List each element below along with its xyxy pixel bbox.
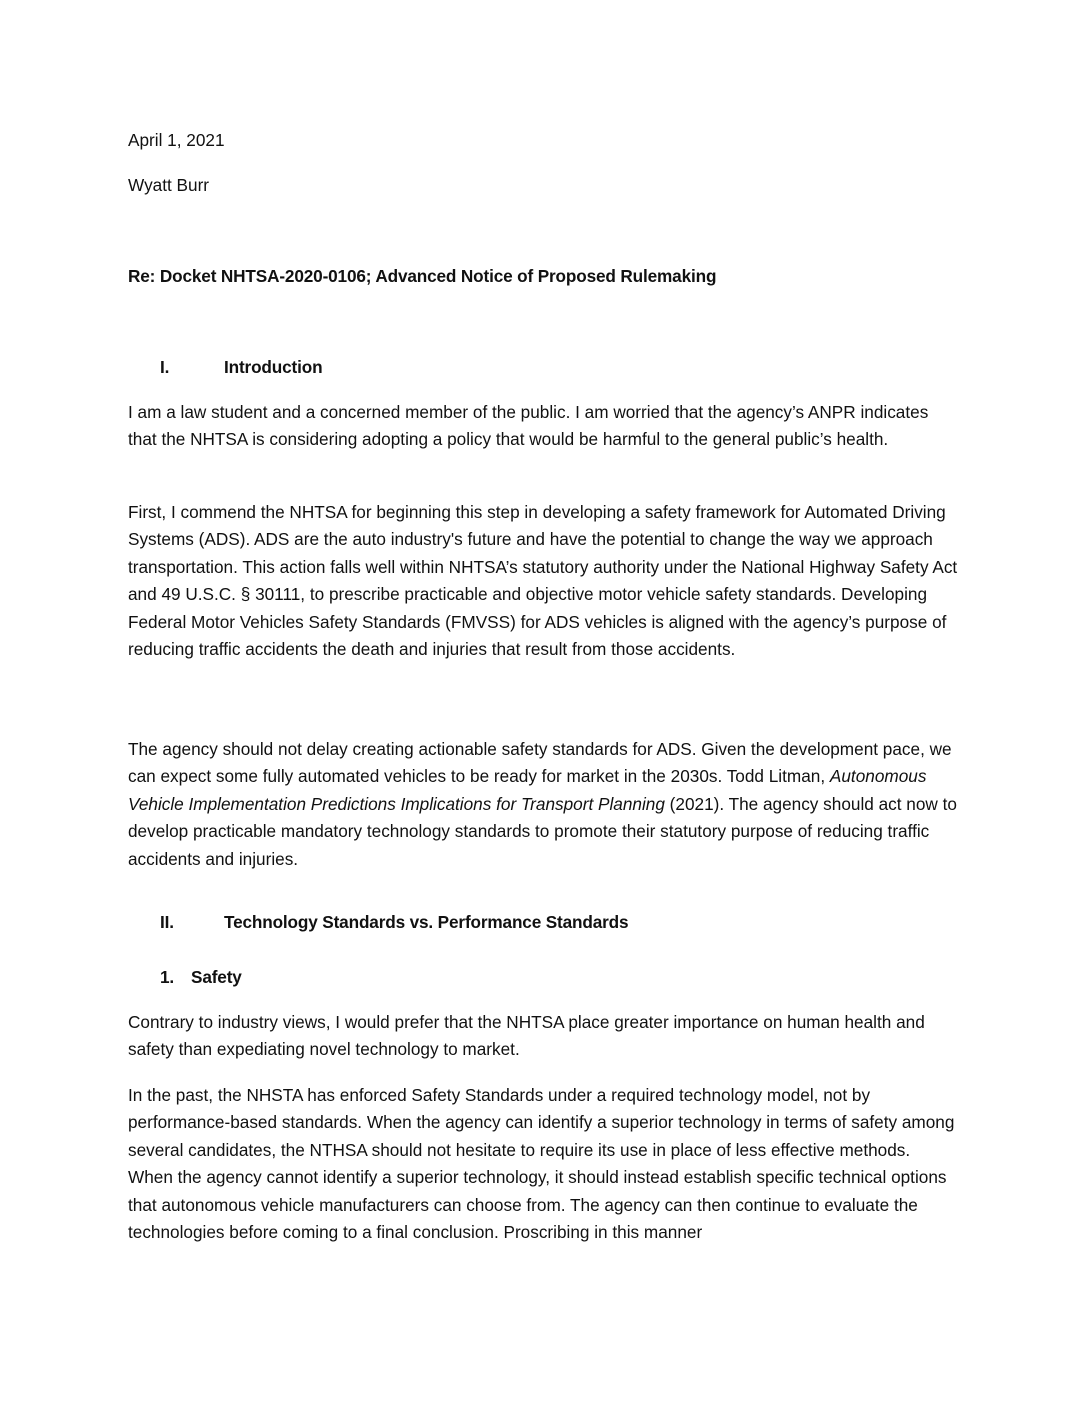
subsection-heading-safety: [160, 964, 460, 992]
safety-paragraph-2: In the past, the NHSTA has enforced Safety Standards under a required technology model, not by performance-based standards. When the agency can identify a superior technology in terms of safety among several candidates, the NTHSA should not hesitate to require its use in place of less effective methods. When the agency cannot identify a superior technology, it should instead establish specific technical options that autonomous vehicle manufacturers can choose from. The agency can then continue to evaluate the technologies before coming to a final conclusion. Proscribing in this manner: [128, 1085, 955, 1243]
section-title: Technology Standards vs. Performance Standards: [224, 912, 629, 932]
intro-paragraph-3-text: The agency should not delay creating actionable safety standards for ADS. Given the development pace, we can expect some fully automated vehicles to be ready for market in the 2030s. Todd Litman,: [128, 739, 952, 787]
section-heading-technology-standards: [160, 909, 760, 937]
section-heading-introduction: [160, 354, 560, 382]
intro-paragraph-2: First, I commend the NHTSA for beginning this step in developing a safety framework for Automated Driving Systems (ADS). ADS are the auto industry's future and have the potential to change the way we approach transportation. This action falls well within NHTSA’s statutory authority under the National Highway Safety Act and 49 U.S.C. § 30111, to prescribe practicable and objective motor vehicle safety standards. Developing Federal Motor Vehicles Safety Standards (FMVSS) for ADS vehicles is aligned with the agency’s purpose of reducing traffic accidents the death and injuries that result from those accidents.: [128, 502, 958, 660]
subsection-title: Safety: [191, 967, 242, 987]
letter-author: Wyatt Burr: [128, 175, 210, 195]
letter-subject: Re: Docket NHTSA-2020-0106; Advanced Notice of Proposed Rulemaking: [128, 266, 717, 286]
intro-paragraph-1: I am a law student and a concerned member of the public. I am worried that the agency’s ANPR indicates that the NHTSA is considering adopting a policy that would be harmful to the general public’s health.: [128, 402, 929, 450]
section-number: I.: [160, 357, 170, 377]
safety-paragraph-1: Contrary to industry views, I would prefer that the NHTSA place greater importance on human health and safety than expediating novel technology to market.: [128, 1012, 925, 1060]
section-title: Introduction: [224, 357, 323, 377]
intro-paragraph-3: [128, 736, 958, 873]
cited-work-title: Autonomous Vehicle Implementation Predictions Implications for Transport Planning: [128, 766, 927, 814]
intro-paragraph-3-text-end: (2021). The agency should act now to develop practicable mandatory technology standards to promote their statutory purpose of reducing traffic accidents and injuries.: [128, 793, 957, 869]
section-number: II.: [160, 912, 174, 932]
subsection-number: 1.: [160, 967, 175, 987]
letter-date: April 1, 2021: [128, 130, 225, 150]
